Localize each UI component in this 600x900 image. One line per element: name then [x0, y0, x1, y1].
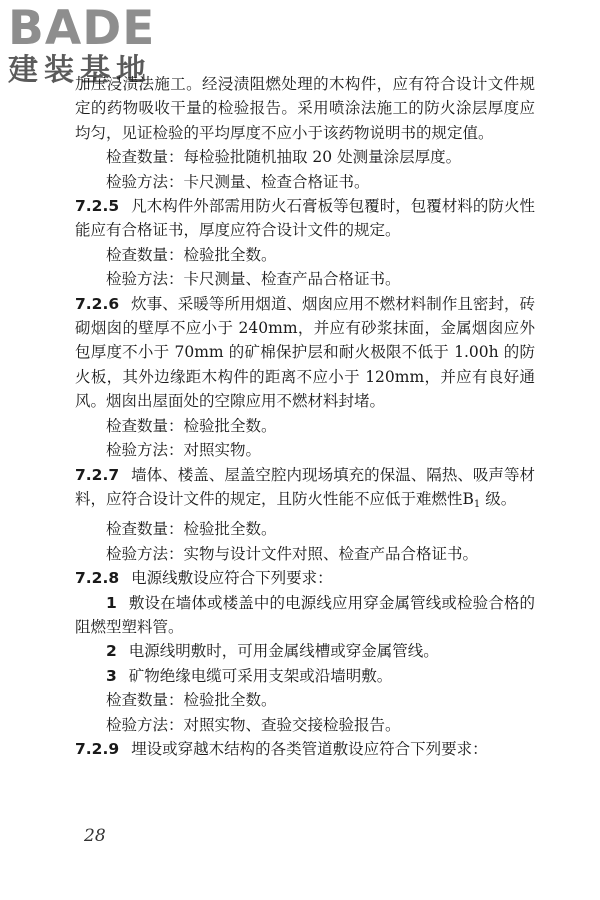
item-number: 3 [106, 666, 117, 685]
inspection-line: 检验方法：卡尺测量、检查产品合格证书。 [106, 270, 401, 289]
clause-number: 7.2.7 [75, 465, 120, 484]
clause-number: 7.2.9 [75, 739, 120, 758]
clause-text: 矿物绝缘电缆可采用支架或沿墙明敷。 [128, 666, 393, 685]
paragraph: 加压浸渍法施工。经浸渍阻燃处理的木构件，应有符合设计文件规定的药物吸收干量的检验报告。采用喷涂法施工的防火涂层厚度应均匀，见证检验的平均厚度不应小于该药物说明书的规定值。 [75, 75, 535, 142]
inspection-line: 检查数量：每检验批随机抽取 20 处测量涂层厚度。 [106, 148, 462, 167]
inspection-line: 检查数量：检验批全数。 [106, 520, 277, 539]
inspection-line: 检查数量：检验批全数。 [106, 691, 277, 710]
clause-text: 电源线敷设应符合下列要求： [131, 569, 333, 588]
grade-subscript: 1 [473, 498, 481, 510]
clause-text: 炊事、采暖等所用烟道、烟囱应用不燃材料制作且密封，砖砌烟囱的壁厚不应小于 240mm，并应有砂浆抹面，金属烟囱应外包厚度不小于 70mm 的矿棉保护层和耐火极限不低于 1.00h 的防火板，其外边缘距木构件的距离不应小于 120mm，并应有良好通风。烟囱出屋面处的空隙应用不燃材料封堵。 [75, 294, 535, 411]
grade-suffix: 级。 [480, 489, 517, 508]
clause-number: 7.2.8 [75, 569, 120, 588]
clause-text: 墙体、楼盖、屋盖空腔内现场填充的保温、隔热、吸声等材料，应符合设计文件的规定，且防火性能不应低于难燃性 [75, 465, 535, 508]
grade-symbol: B [462, 489, 474, 508]
inspection-line: 检验方法：实物与设计文件对照、检查产品合格证书。 [106, 544, 479, 563]
inspection-line: 检验方法：对照实物、查验交接检验报告。 [106, 715, 401, 734]
page-number: 28 [84, 826, 106, 846]
clause-text: 电源线明敷时，可用金属线槽或穿金属管线。 [128, 642, 439, 661]
item-number: 2 [106, 642, 117, 661]
clause-number: 7.2.6 [75, 294, 120, 313]
inspection-line: 检验方法：对照实物。 [106, 441, 262, 460]
list-item [75, 591, 535, 640]
clause-text: 凡木构件外部需用防火石膏板等包覆时，包覆材料的防火性能应有合格证书，厚度应符合设计文件的规定。 [75, 197, 535, 240]
clause-paragraph [75, 566, 535, 590]
clause-paragraph [75, 737, 535, 761]
list-item [75, 664, 535, 688]
item-number: 1 [106, 593, 117, 612]
clause-text: 敷设在墙体或楼盖中的电源线应用穿金属管线或检验合格的阻燃型塑料管。 [75, 593, 535, 636]
inspection-line: 检查数量：检验批全数。 [106, 416, 277, 435]
document-body [75, 72, 535, 761]
clause-number: 7.2.5 [75, 197, 120, 216]
list-item [75, 639, 535, 663]
inspection-line: 检验方法：卡尺测量、检查合格证书。 [106, 172, 370, 191]
clause-text: 埋设或穿越木结构的各类管道敷设应符合下列要求： [131, 739, 488, 758]
logo-subtitle: 建装基地 [8, 53, 152, 88]
clause-paragraph [75, 463, 535, 518]
logo-wordmark: BADE [8, 1, 156, 56]
clause-paragraph [75, 194, 535, 243]
clause-paragraph [75, 292, 535, 414]
inspection-line: 检查数量：检验批全数。 [106, 245, 277, 264]
